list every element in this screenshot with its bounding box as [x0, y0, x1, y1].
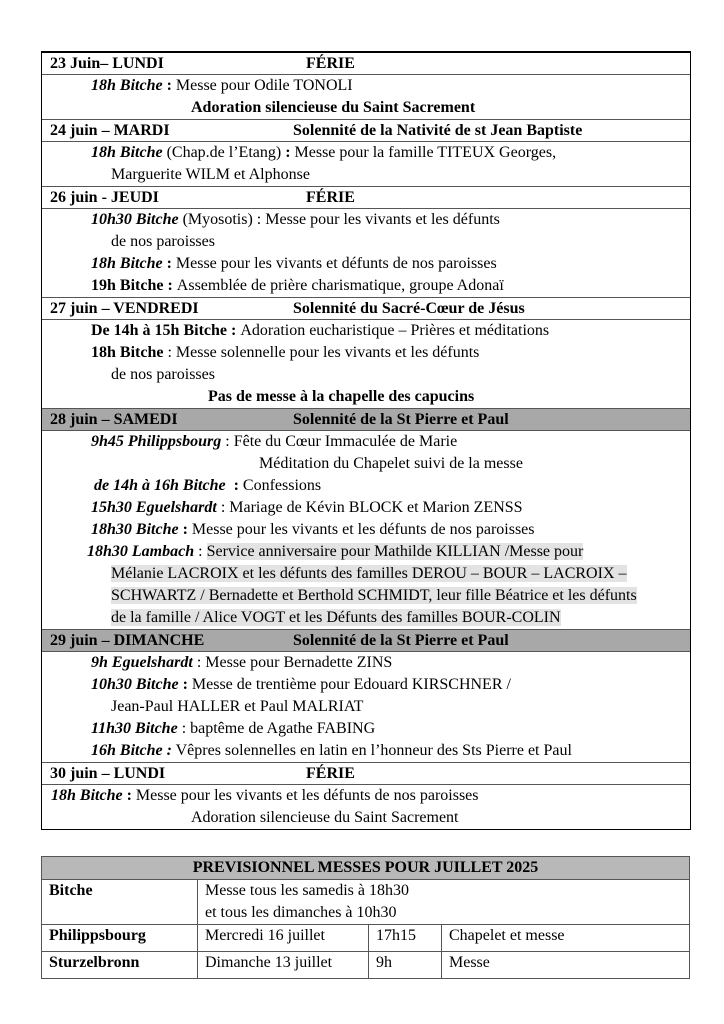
- day-title: Solennité du Sacré-Cœur de Jésus: [293, 300, 525, 317]
- entry-text: :: [178, 521, 192, 538]
- entry-line: [42, 431, 690, 453]
- day-header: [42, 409, 690, 431]
- entry-line: [42, 475, 690, 497]
- day-date: 27 juin – VENDREDI: [50, 300, 199, 317]
- entry-line: [42, 696, 690, 718]
- entry-line: [42, 275, 690, 297]
- entry-text: :: [178, 676, 192, 693]
- day-header: [42, 763, 690, 785]
- day-entries: [42, 75, 690, 120]
- entry-text: de la famille / Alice VOGT et les Défunts des familles BOUR-COLIN: [111, 609, 561, 626]
- entry-text: (Myosotis) : Messe pour les vivants et les défunts: [178, 211, 500, 228]
- entry-line: [42, 785, 690, 807]
- entry-text: Service anniversaire pour Mathilde KILLIAN /Messe pour: [206, 543, 584, 560]
- date-cell: Dimanche 13 juillet: [198, 952, 369, 979]
- entry-text: 18h30 Bitche: [91, 521, 179, 538]
- day-title: Solennité de la St Pierre et Paul: [293, 632, 509, 649]
- entry-text: 10h30 Bitche: [91, 211, 179, 228]
- day-header: [42, 53, 690, 75]
- entry-text: 16h Bitche :: [91, 742, 172, 759]
- entry-line: [42, 674, 690, 696]
- entry-text: 9h45 Philippsbourg: [91, 433, 222, 450]
- entry-text: 18h Bitche: [91, 255, 163, 272]
- entry-line: [42, 164, 690, 186]
- day-title: FÉRIE: [306, 55, 355, 72]
- entry-line: [42, 652, 690, 674]
- entry-text: De 14h à 15h Bitche :: [91, 322, 241, 339]
- entry-text: Assemblée de prière charismatique, groupe Adonaï: [176, 277, 504, 294]
- entry-line: [42, 209, 690, 231]
- entry-text: Messe pour la famille TITEUX Georges,: [294, 144, 557, 161]
- entry-text: 18h Bitche: [51, 787, 123, 804]
- forecast-title: PREVISIONNEL MESSES POUR JUILLET 2025: [42, 857, 690, 880]
- entry-text: Pas de messe à la chapelle des capucins: [208, 388, 475, 405]
- schedule-table: [41, 51, 691, 830]
- entry-text: SCHWARTZ / Bernadette et Berthold SCHMIDT, leur fille Béatrice et les défunts: [111, 587, 637, 604]
- entry-line: [42, 386, 690, 408]
- entry-text: Jean-Paul HALLER et Paul MALRIAT: [111, 698, 364, 715]
- entry-line: [42, 519, 690, 541]
- event-cell: Messe: [442, 952, 690, 979]
- day-date: 23 Juin– LUNDI: [50, 55, 164, 72]
- day-date: 29 juin – DIMANCHE: [50, 632, 205, 649]
- entry-line: [42, 541, 690, 563]
- day-entries: [42, 209, 690, 298]
- entry-text: :: [122, 787, 136, 804]
- day-date: 28 juin – SAMEDI: [50, 411, 178, 428]
- date-cell: Mercredi 16 juillet: [198, 925, 369, 952]
- entry-text: Confessions: [242, 477, 322, 494]
- entry-line: [42, 807, 690, 829]
- day-date: 26 juin - JEUDI: [50, 189, 159, 206]
- entry-text: : baptême de Agathe FABING: [177, 720, 376, 737]
- entry-line: [42, 563, 690, 585]
- day-date: 30 juin – LUNDI: [50, 765, 166, 782]
- entry-line: [42, 142, 690, 164]
- entry-text: : Mariage de Kévin BLOCK et Marion ZENSS: [216, 499, 523, 516]
- entry-text: Marguerite WILM et Alphonse: [111, 166, 310, 183]
- entry-text: Méditation du Chapelet suivi de la messe: [259, 455, 523, 472]
- entry-text: Adoration silencieuse du Saint Sacrement: [191, 99, 476, 116]
- entry-line: [42, 718, 690, 740]
- entry-text: Adoration eucharistique – Prières et méditations: [240, 322, 550, 339]
- entry-text: 18h Bitche: [91, 144, 163, 161]
- entry-text: (Chap.de l’Etang): [162, 144, 286, 161]
- entry-text: :: [162, 255, 176, 272]
- entry-text: :: [194, 543, 207, 560]
- entry-line: [42, 453, 690, 475]
- entry-text: de nos paroisses: [111, 233, 215, 250]
- entry-text: 18h30 Lambach: [87, 543, 195, 560]
- forecast-table: [41, 856, 690, 979]
- entry-line: [42, 75, 690, 97]
- day-header: [42, 187, 690, 209]
- day-entries: [42, 142, 690, 187]
- entry-text: :: [225, 477, 243, 494]
- entry-text: de 14h à 16h Bitche: [94, 477, 226, 494]
- entry-text: 9h Eguelshardt: [91, 654, 193, 671]
- entry-text: 18h Bitche: [91, 77, 163, 94]
- place-cell: Bitche: [42, 880, 198, 925]
- entry-text: :: [285, 144, 295, 161]
- time-cell: 9h: [369, 952, 442, 979]
- place-cell: Sturzelbronn: [42, 952, 198, 979]
- place-cell: Philippsbourg: [42, 925, 198, 952]
- entry-line: [42, 497, 690, 519]
- entry-text: 11h30 Bitche: [91, 720, 178, 737]
- event-cell: Chapelet et messe: [442, 925, 690, 952]
- bitche-schedule: [198, 880, 690, 925]
- entry-line: [42, 364, 690, 386]
- day-title: FÉRIE: [306, 189, 355, 206]
- day-entries: [42, 652, 690, 763]
- entry-text: 10h30 Bitche: [91, 676, 179, 693]
- entry-line: [42, 97, 690, 119]
- entry-line: [42, 231, 690, 253]
- day-title: FÉRIE: [306, 765, 355, 782]
- entry-text: :: [162, 77, 176, 94]
- day-entries: [42, 431, 690, 630]
- entry-text: : Messe pour Bernadette ZINS: [192, 654, 393, 671]
- entry-text: 15h30 Eguelshardt: [91, 499, 217, 516]
- day-title: Solennité de la Nativité de st Jean Baptiste: [293, 122, 583, 139]
- entry-text: Messe pour les vivants et les défunts de nos paroisses: [135, 787, 479, 804]
- entry-text: Mélanie LACROIX et les défunts des familles DEROU – BOUR – LACROIX –: [111, 565, 627, 582]
- day-entries: [42, 785, 690, 829]
- entry-text: Messe pour Odile TONOLI: [175, 77, 353, 94]
- entry-text: Messe pour les vivants et les défunts de nos paroisses: [191, 521, 535, 538]
- entry-text: Vêpres solennelles en latin en l’honneur des Sts Pierre et Paul: [171, 742, 572, 759]
- day-header: [42, 298, 690, 320]
- entry-text: : Messe solennelle pour les vivants et les défunts: [163, 344, 480, 361]
- entry-line: [42, 320, 690, 342]
- time-cell: 17h15: [369, 925, 442, 952]
- entry-line: [42, 607, 690, 629]
- day-title: Solennité de la St Pierre et Paul: [293, 411, 509, 428]
- entry-text: : Fête du Cœur Immaculée de Marie: [221, 433, 458, 450]
- bitche-line-1: Messe tous les samedis à 18h30: [205, 882, 409, 899]
- entry-line: [42, 342, 690, 364]
- day-date: 24 juin – MARDI: [50, 122, 170, 139]
- entry-text: Messe de trentième pour Edouard KIRSCHNER /: [191, 676, 511, 693]
- day-header: [42, 630, 690, 652]
- entry-line: [42, 253, 690, 275]
- day-entries: [42, 320, 690, 409]
- entry-text: 19h Bitche :: [91, 277, 177, 294]
- entry-line: [42, 740, 690, 762]
- entry-text: 18h Bitche: [91, 344, 164, 361]
- entry-text: de nos paroisses: [111, 366, 215, 383]
- bitche-line-2: et tous les dimanches à 10h30: [205, 904, 397, 921]
- entry-text: Messe pour les vivants et défunts de nos paroisses: [175, 255, 497, 272]
- entry-line: [42, 585, 690, 607]
- entry-text: Adoration silencieuse du Saint Sacrement: [191, 809, 459, 826]
- day-header: [42, 120, 690, 142]
